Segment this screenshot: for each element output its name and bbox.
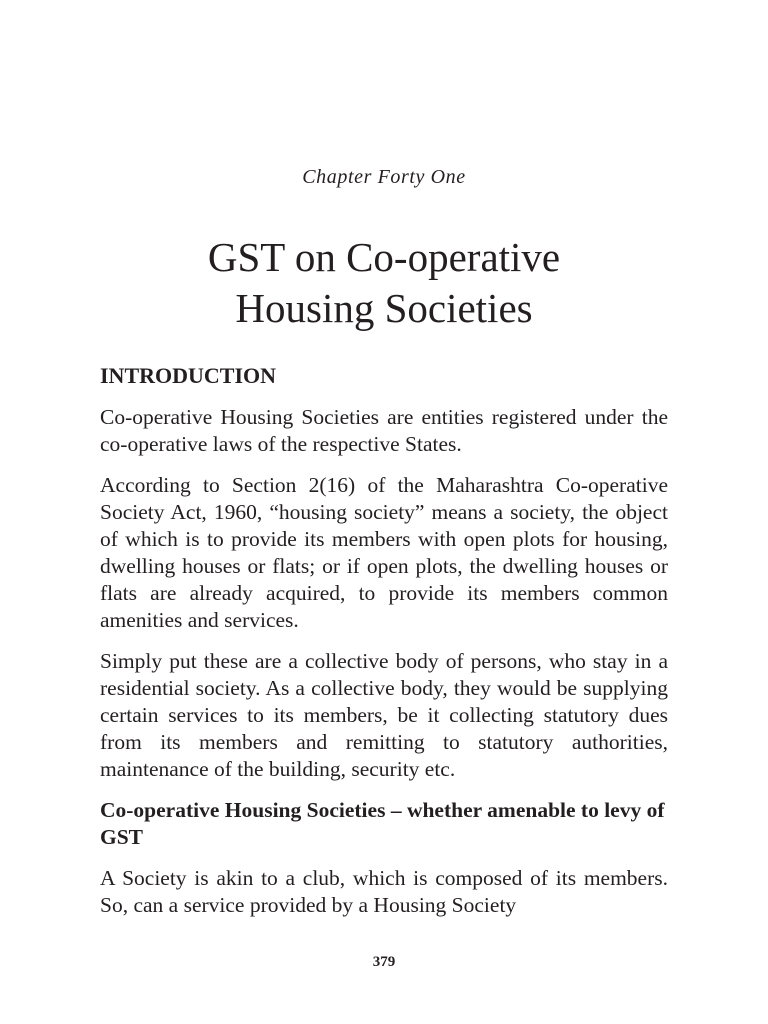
paragraph-section-2-16: According to Section 2(16) of the Maharashtra Co-operative Society Act, 1960, “housing society” means a society, the object of which is to provide its members with open plots for housing, dwelling houses or flats; or if open plots, the dwelling houses or flats are already acquired, to provide its members common amenities and services.	[100, 473, 668, 632]
chapter-title-line-2: Housing Societies	[235, 285, 533, 331]
chapter-label: Chapter Forty One	[302, 166, 466, 188]
paragraph-collective-body: Simply put these are a collective body of persons, who stay in a residential society. As a collective body, they would be supplying certain services to its members, be it collecting statutory dues from its members and remitting to statutory authorities, maintenance of the building, security etc.	[100, 649, 668, 781]
page-body	[100, 362, 668, 933]
gst-amenability-heading: Co-operative Housing Societies – whether amenable to levy of GST	[100, 798, 665, 849]
paragraph-club-analogy: A Society is akin to a club, which is composed of its members. So, can a service provided by a Housing Society	[100, 866, 668, 917]
page-number: 379	[372, 954, 396, 970]
chapter-title-line-1: GST on Co-operative	[207, 234, 561, 280]
introduction-heading: INTRODUCTION	[100, 363, 277, 388]
paragraph-definition: Co-operative Housing Societies are entities registered under the co-operative laws of the respective States.	[100, 405, 668, 456]
chapter-title	[0, 232, 768, 334]
